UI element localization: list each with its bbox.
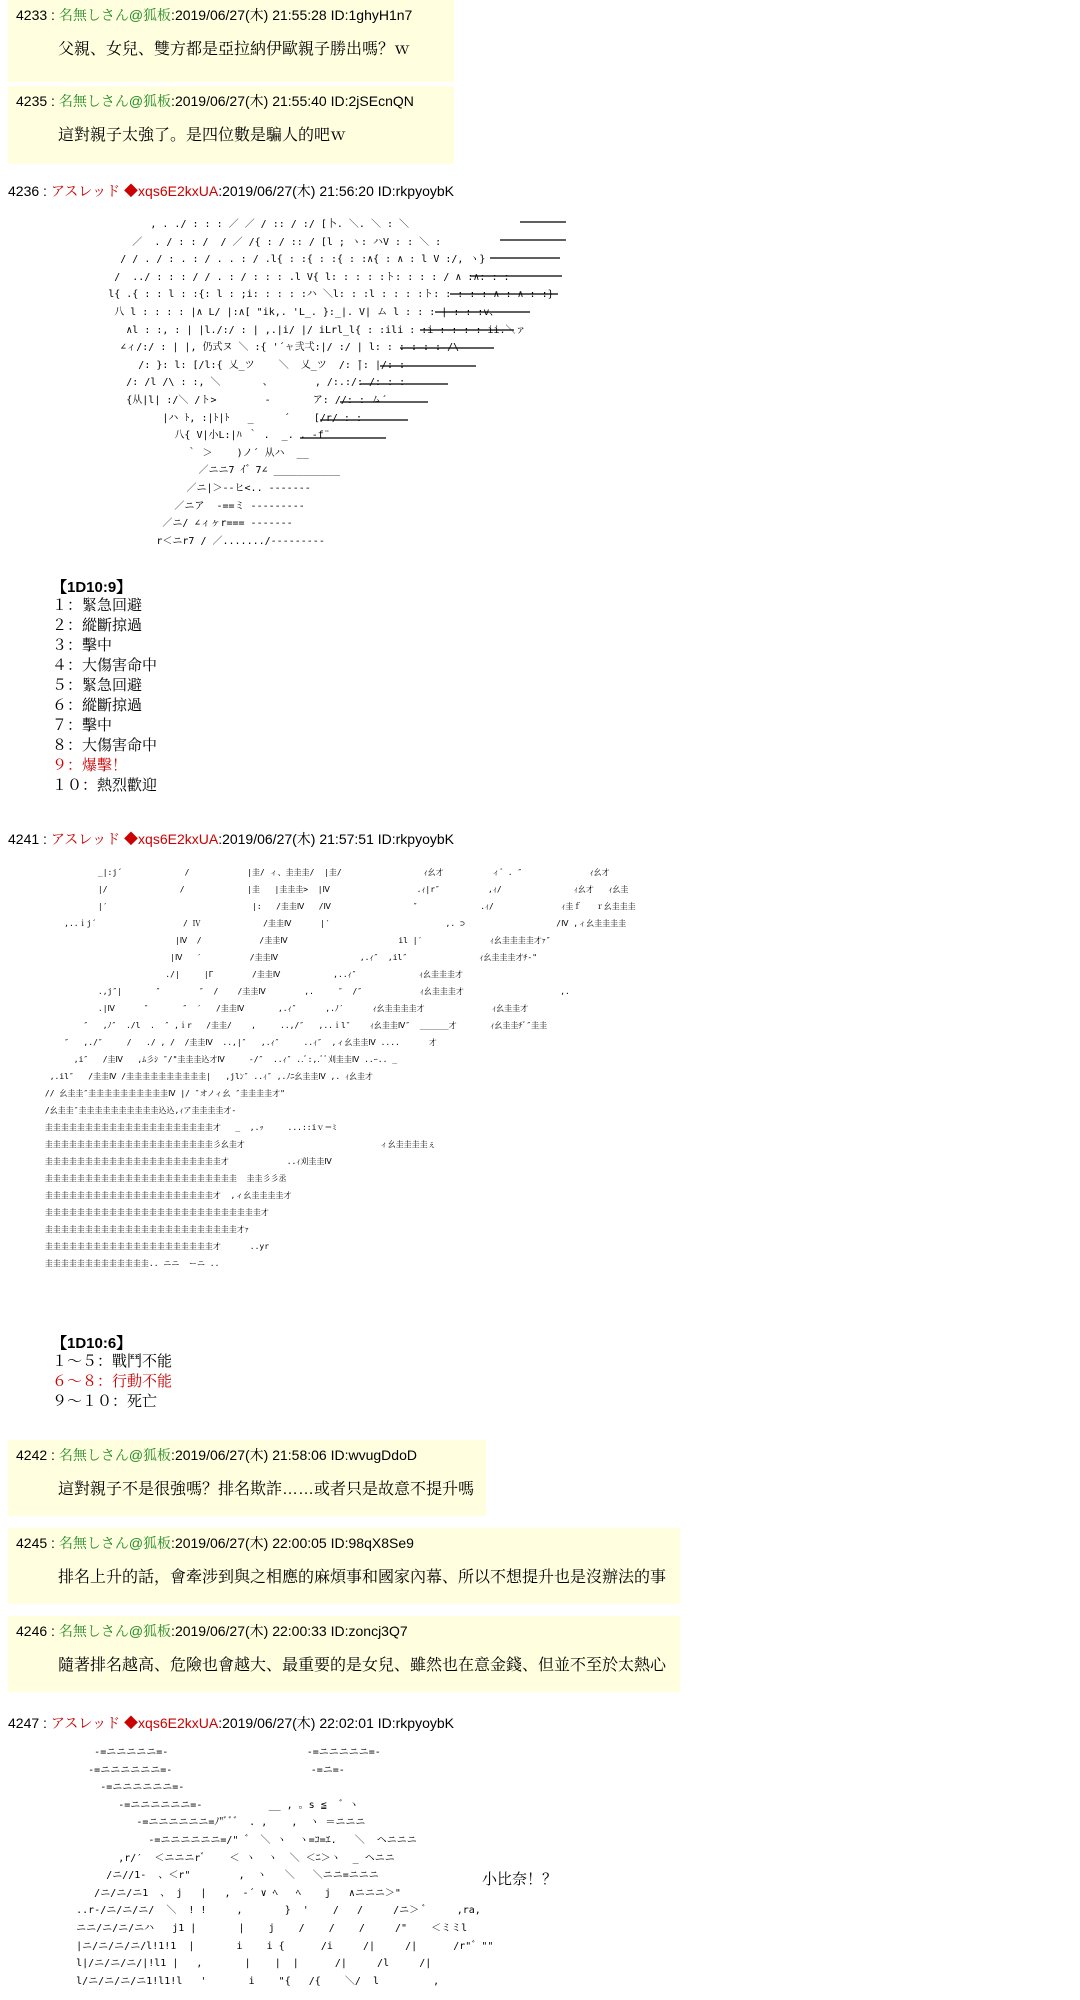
dice-table-row: ３：擊中	[52, 637, 113, 654]
poster-id[interactable]: ID:wvugDdoD	[330, 1447, 417, 1463]
poster-name: 名無しさん@狐板	[58, 1535, 172, 1551]
post-datetime: 2019/06/27(木) 22:00:33	[174, 1623, 327, 1639]
dice-table-row: ４：大傷害命中	[52, 657, 158, 674]
dice-table-row: ２：縱斷掠過	[52, 617, 143, 634]
dice-table-row: １０：熱烈歡迎	[52, 777, 158, 794]
post-number[interactable]: 4242	[16, 1447, 48, 1463]
dice-table-row: ７：擊中	[52, 717, 113, 734]
ascii-art-character: -=ニニニニニ=- -=ニニニニニ=- -=ニニニニニニ=- -=ニ=- -=ニニニニニニ=- -=ニニニニニニ=- __ , 。s ≦ ゛ヽ -=ニニニニニニ=ﾉ"ﾞﾞ゛ . , , ヽ ＝ニニニ -=ニニニニニニ=/" ゛ ＼ ヽ ヽ=ｺ=ｴ. ＼ ヘニニニ ,r/′ ＜ニニニrﾞ ＜ ヽ ヽ ＼ ＜ﾆ＞ヽ _ ヘニニ /ニ//1- 、＜r" , ヽ ＼ ＼ニニ=ニニニ /ニ/ニ/ニ1 、 j | , -´ ∨ ﾍ ﾍ j ∧ニニニ＞" ..r-/ニ/ニ/ニ/ ＼ ! ! , } ' / / /ニ＞ ﾞ ,ra, ニニ/ニ/ニ/ニハ j1 | | j / / / /" ＜ミミl |ニ/ニ/ニ/ニ/l!1!1 | i i { /i /| /| /r"゛"" l|/ニ/ニ/ニ/|!l1 | , | | | /| /l /| l/ニ/ニ/ニ/ニ1!l1!l ' i "{ /{ ＼/ l ,	[76, 1747, 494, 1987]
poster-id[interactable]: ID:98qX8Se9	[330, 1535, 414, 1551]
aa-speech-text: 小比奈！？	[482, 1871, 558, 1888]
post-body: 這對親子太強了。是四位數是騙人的吧ｗ	[58, 127, 347, 144]
poster-id[interactable]: ID:zoncj3Q7	[330, 1623, 408, 1639]
post-4245	[8, 1528, 680, 1604]
dice-table-title: 【1D10:6】	[52, 1335, 132, 1352]
post-4233	[8, 0, 454, 82]
post-header: 4236 : アスレッド ◆xqs6E2kxUA:2019/06/27(木) 21:56:20 ID:rkpyoybK	[8, 183, 454, 199]
post-number[interactable]: 4241	[8, 831, 40, 847]
post-4241	[0, 822, 1080, 1422]
post-header: 4246 : 名無しさん@狐板:2019/06/27(木) 22:00:33 ID:zoncj3Q7	[16, 1623, 408, 1639]
post-4242	[8, 1440, 486, 1516]
poster-name: 名無しさん@狐板	[58, 1447, 172, 1463]
post-4246	[8, 1616, 680, 1692]
post-datetime: 2019/06/27(木) 21:55:40	[174, 93, 327, 109]
post-body: 父親、女兒、雙方都是亞拉納伊歐親子勝出嗎？ｗ	[58, 41, 411, 58]
ascii-art-explosion: _|:j´ / |圭/ ィ、圭圭圭/ |圭/ ｨ幺才 ィ゛. ″ ｨ幺才 |/ / |圭 |圭圭圭> |Ⅳ .ｨ|r″ ,ｨ/ ｨ幺才 ｨ幺圭 |′ |: /圭圭Ⅳ /Ⅳ ″ .ｨ/ ｨ圭ｆ ｒ幺圭圭圭 ,..ｉj´ / Ⅳ /圭圭Ⅳ |′ ,. ⊃ /Ⅳ ,ィ幺圭圭圭圭 |Ⅳ / /圭圭Ⅳ il |′ ｨ幺圭圭圭圭才ｧ″ |Ⅳ ′ /圭圭Ⅳ ,.ｨ″ ,il″ ｨ幺圭圭圭才ﾁ‐" ./| |Γ /圭圭Ⅳ ,..ｨ″ ｨ幺圭圭圭才 .,j″| ″ ″ / /圭圭Ⅳ ,. ″ /″ ｨ幺圭圭圭才 ,. .|Ⅳ ″ ″ ′ /圭圭Ⅳ ,.ｨ″ ,.ﾉ′ ｨ幺圭圭圭圭才 ｨ幺圭圭才 ″ ,ﾉ″ ./l . ″ ,ｉr /圭圭/ , ..,/″ ,..ｉl″ ｨ幺圭圭Ⅳ″ ______才 ｨ幺圭圭ﾁﾞ″圭圭 ″ ,./″ / ./ , / /圭圭Ⅳ ..,|″ ,.ｨ″ ..ｨ″ ,ィ幺圭圭Ⅳ .... 才 ,i″ /圭Ⅳ ,ﾑ彡ｼ ″/"圭圭圭込才Ⅳ -/″ ..ｨ″ ..ﾞ:,.ﾞﾞ刈圭圭Ⅳ ..ｰ.. _ ,.il″ /圭圭Ⅳ /圭圭圭圭圭圭圭圭圭圭| ,jlﾝ″ ..ｨ″ ,.ﾉﾆ幺圭圭Ⅳ ,. ｨ幺圭才 // 幺圭圭″圭圭圭圭圭圭圭圭圭圭Ⅳ |/ ″オノィ幺 ″圭圭圭圭才" /幺圭圭″圭圭圭圭圭圭圭圭圭圭込込,ｨア圭圭圭圭才- 圭圭圭圭圭圭圭圭圭圭圭圭圭圭圭圭圭圭圭圭圭才 _ ,.ｯ ...::iｖ＝ﾐ 圭圭圭圭圭圭圭圭圭圭圭圭圭圭圭圭圭圭圭圭圭彡幺圭才 ィ幺圭圭圭圭ぇ 圭圭圭圭圭圭圭圭圭圭圭圭圭圭圭圭圭圭圭圭圭圭才 ..ｨ刈圭圭Ⅳ 圭圭圭圭圭圭圭圭圭圭圭圭圭圭圭圭圭圭圭圭圭圭圭圭 圭圭彡彡丞 圭圭圭圭圭圭圭圭圭圭圭圭圭圭圭圭圭圭圭圭圭才 ,ィ幺圭圭圭圭才 圭圭圭圭圭圭圭圭圭圭圭圭圭圭圭圭圭圭圭圭圭圭圭圭圭圭圭才 圭圭圭圭圭圭圭圭圭圭圭圭圭圭圭圭圭圭圭圭圭圭圭圭才ｧ 圭圭圭圭圭圭圭圭圭圭圭圭圭圭圭圭圭圭圭圭圭才 ..yr 圭圭圭圭圭圭圭圭圭圭圭圭圭.. ニニ ーニ ..	[44, 868, 636, 1268]
post-datetime: 2019/06/27(木) 21:57:51	[222, 831, 374, 847]
post-datetime: 2019/06/27(木) 21:55:28	[174, 7, 327, 23]
post-number[interactable]: 4233	[16, 7, 48, 23]
poster-id[interactable]: ID:rkpyoybK	[377, 183, 454, 199]
post-header: 4242 : 名無しさん@狐板:2019/06/27(木) 21:58:06 ID:wvugDdoD	[16, 1447, 417, 1463]
poster-name: アスレッド	[50, 1715, 121, 1731]
dice-table-row: ９～１０：死亡	[52, 1393, 158, 1410]
poster-name: 名無しさん@狐板	[58, 1623, 172, 1639]
post-number[interactable]: 4235	[16, 93, 48, 109]
dice-table-row: ５：緊急回避	[52, 677, 143, 694]
ascii-art-character: , . ./ : : : ／ ／ / :: / :/ [卜. ＼. ＼ : ＼ ／ . / : : / / ／ /{ : / :: / [l ; ヽ: ハV : : ＼ : / / . / : . : / . . : / .l{ : :{ : :{ : :∧{ : ∧ : l V :/, ヽ} / ../ : : : / / . : / : : : .l V{ l: : : : :ト: : : : / ∧ :∧: : : l{ .{ : : l : :{: l : ;i: : : : :ハ ＼l: : :l : : : :ト: : : : : ∧ : ∧ : :} 八 l : : : : |∧ L/ |:∧[ "ik,. 'L_. }:_|. V| ム l : : : :v、 ∧l : :, : | |l./:/ : | ,.|i/ |/ iLrl_l{ : :ili : :i : : : : ii.＼ァ ∠ィ/:/ : | |, 仍式ヌ ＼ :{ '´ャ弐弌:|/ :/ | l: : /\ /: }: l: [/l:{ 乂_ツ ＼ 乂_ツ /: ̄|: |/: : /: /l /\ : :, ＼ 、 , /:.:/: /: : : {从|l| :/＼ /ト> ‐ ア: //: : ム´ |ハ ﾄ, :|ﾄ|ﾄ _ ´ [/r/ : : 八{ V|小L:|ﾊ ｀ . _. . -f¨ ｀ ＞ )ノ´ 从ハ __ ／ニニ7 ｲ゛7∠ ___________ ／ニ|＞--ヒ<.. ------- ／ニア -==ミ --------- ／ニ/ ∠ィヶr=== ------- r＜ニr7 / ／......./---------	[108, 219, 554, 547]
post-body: 隨著排名越高、危險也會越大、最重要的是女兒、雖然也在意金錢、但並不至於太熱心	[58, 1657, 667, 1674]
poster-name: 名無しさん@狐板	[58, 7, 172, 23]
post-datetime: 2019/06/27(木) 21:56:20	[222, 183, 374, 199]
post-body: 排名上升的話，會牽涉到與之相應的麻煩事和國家內幕、所以不想提升也是沒辦法的事	[58, 1569, 667, 1586]
poster-id[interactable]: ID:rkpyoybK	[377, 1715, 454, 1731]
poster-name: アスレッド	[50, 831, 121, 847]
poster-id[interactable]: ID:2jSEcnQN	[330, 93, 414, 109]
dice-table-row: １～５：戰鬥不能	[52, 1353, 173, 1370]
post-datetime: 2019/06/27(木) 22:02:01	[222, 1715, 374, 1731]
dice-table-row-highlighted: ９：爆擊！	[52, 757, 128, 774]
post-4235	[8, 86, 454, 164]
dice-table-row: ８：大傷害命中	[52, 737, 158, 754]
dice-table-title: 【1D10:9】	[52, 579, 132, 596]
post-number[interactable]: 4246	[16, 1623, 48, 1639]
dice-table-row-highlighted: ６～８：行動不能	[52, 1373, 173, 1390]
post-header: 4241 : アスレッド ◆xqs6E2kxUA:2019/06/27(木) 21:57:51 ID:rkpyoybK	[8, 831, 454, 847]
post-number[interactable]: 4236	[8, 183, 40, 199]
post-number[interactable]: 4247	[8, 1715, 40, 1731]
post-4247	[0, 1706, 1080, 2000]
poster-id[interactable]: ID:rkpyoybK	[377, 831, 454, 847]
dice-table-row: １：緊急回避	[52, 597, 143, 614]
dice-table-row: ６：縱斷掠過	[52, 697, 143, 714]
poster-id[interactable]: ID:1ghyH1n7	[330, 7, 413, 23]
post-datetime: 2019/06/27(木) 21:58:06	[174, 1447, 327, 1463]
post-number[interactable]: 4245	[16, 1535, 48, 1551]
post-body: 這對親子不是很強嗎？排名欺詐……或者只是故意不提升嗎	[58, 1481, 475, 1498]
post-header: 4247 : アスレッド ◆xqs6E2kxUA:2019/06/27(木) 22:02:01 ID:rkpyoybK	[8, 1715, 454, 1731]
speed-lines	[0, 214, 1080, 614]
post-header: 4235 : 名無しさん@狐板:2019/06/27(木) 21:55:40 ID:2jSEcnQN	[16, 93, 414, 109]
post-header: 4233 : 名無しさん@狐板:2019/06/27(木) 21:55:28 ID:1ghyH1n7	[16, 7, 413, 23]
poster-trip: ◆xqs6E2kxUA	[124, 831, 219, 847]
poster-name: アスレッド	[50, 183, 121, 199]
poster-name: 名無しさん@狐板	[58, 93, 172, 109]
post-4236	[0, 174, 1080, 806]
post-header: 4245 : 名無しさん@狐板:2019/06/27(木) 22:00:05 ID:98qX8Se9	[16, 1535, 414, 1551]
poster-trip: ◆xqs6E2kxUA	[124, 1715, 219, 1731]
post-datetime: 2019/06/27(木) 22:00:05	[174, 1535, 327, 1551]
poster-trip: ◆xqs6E2kxUA	[124, 183, 219, 199]
